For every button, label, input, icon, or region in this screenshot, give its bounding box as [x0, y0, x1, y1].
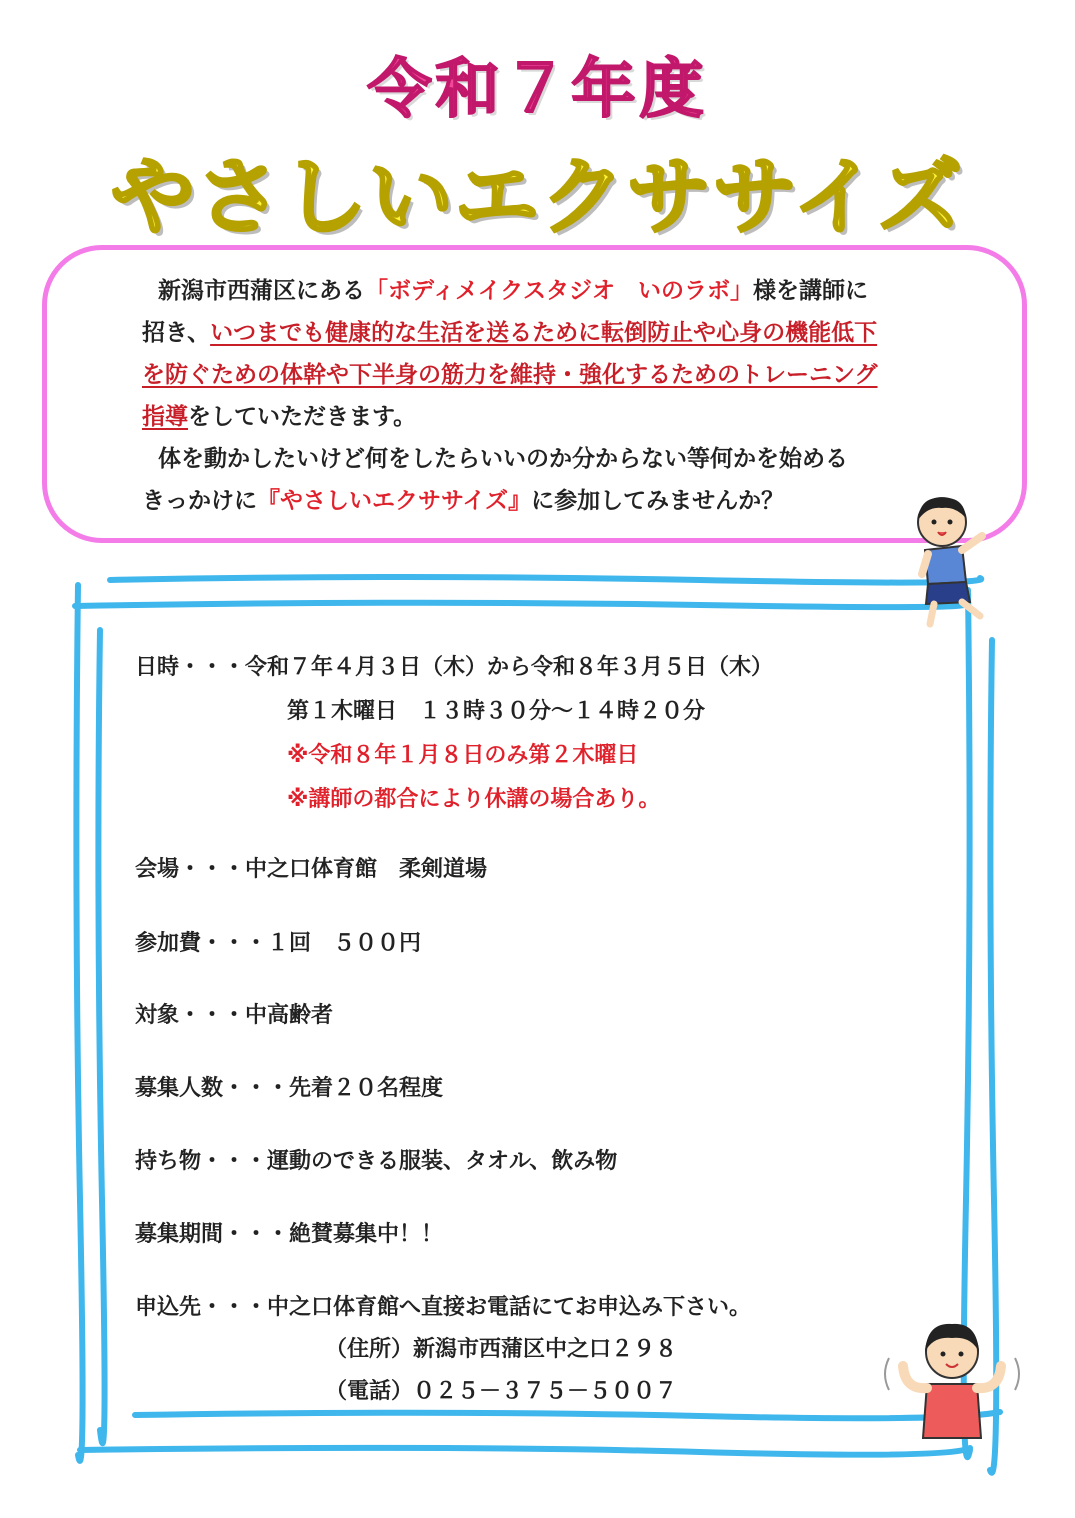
- target-line: 対象・・・中高齢者: [135, 1003, 334, 1028]
- venue-line: 会場・・・中之口体育館 柔剣道場: [135, 857, 488, 882]
- datetime-note-1: ※令和８年１月８日のみ第２木曜日: [287, 743, 639, 768]
- instructor-name: 「ボディメイクスタジオ いのラボ」: [365, 278, 754, 304]
- belongings-line: 持ち物・・・運動のできる服装、タオル、飲み物: [135, 1149, 618, 1174]
- intro-line-3: を防ぐための体幹や下半身の筋力を維持・強化するためのトレーニング: [142, 362, 878, 388]
- period-line: 募集期間・・・絶賛募集中！！: [135, 1222, 444, 1247]
- capacity-line: 募集人数・・・先着２０名程度: [135, 1076, 444, 1101]
- phone-line: （電話）０２５－３７５－５００７: [325, 1379, 678, 1404]
- address-line: （住所）新潟市西蒲区中之口２９８: [325, 1337, 678, 1362]
- year-title: 令和７年度: [367, 53, 708, 127]
- main-title: やさしいエクササイズ: [110, 148, 965, 246]
- intro-line-5: 体を動かしたいけど何をしたらいいのか分からない等何かを始める: [158, 446, 849, 472]
- datetime-note-2: ※講師の都合により休講の場合あり。: [287, 787, 661, 812]
- datetime-line: 日時・・・令和７年４月３日（木）から令和８年３月５日（木）: [135, 655, 774, 680]
- intro-line-2: 招き、いつまでも健康的な生活を送るために転倒防止や心身の機能低下: [142, 320, 878, 346]
- intro-line-6: きっかけに『やさしいエクササイズ』に参加してみませんか？: [142, 488, 785, 514]
- boy-exercise-icon: [900, 492, 995, 632]
- datetime-time: 第１木曜日 １３時３０分～１４時２０分: [287, 699, 706, 724]
- girl-flexing-icon: [875, 1318, 1030, 1443]
- apply-line: 申込先・・・中之口体育館へ直接お電話にてお申込み下さい。: [135, 1295, 752, 1320]
- intro-line-4: 指導をしていただきます。: [142, 404, 417, 430]
- fee-line: 参加費・・・１回 ５００円: [135, 931, 422, 956]
- intro-line-1: 新潟市西蒲区にある「ボディメイクスタジオ いのラボ」様を講師に: [158, 278, 869, 304]
